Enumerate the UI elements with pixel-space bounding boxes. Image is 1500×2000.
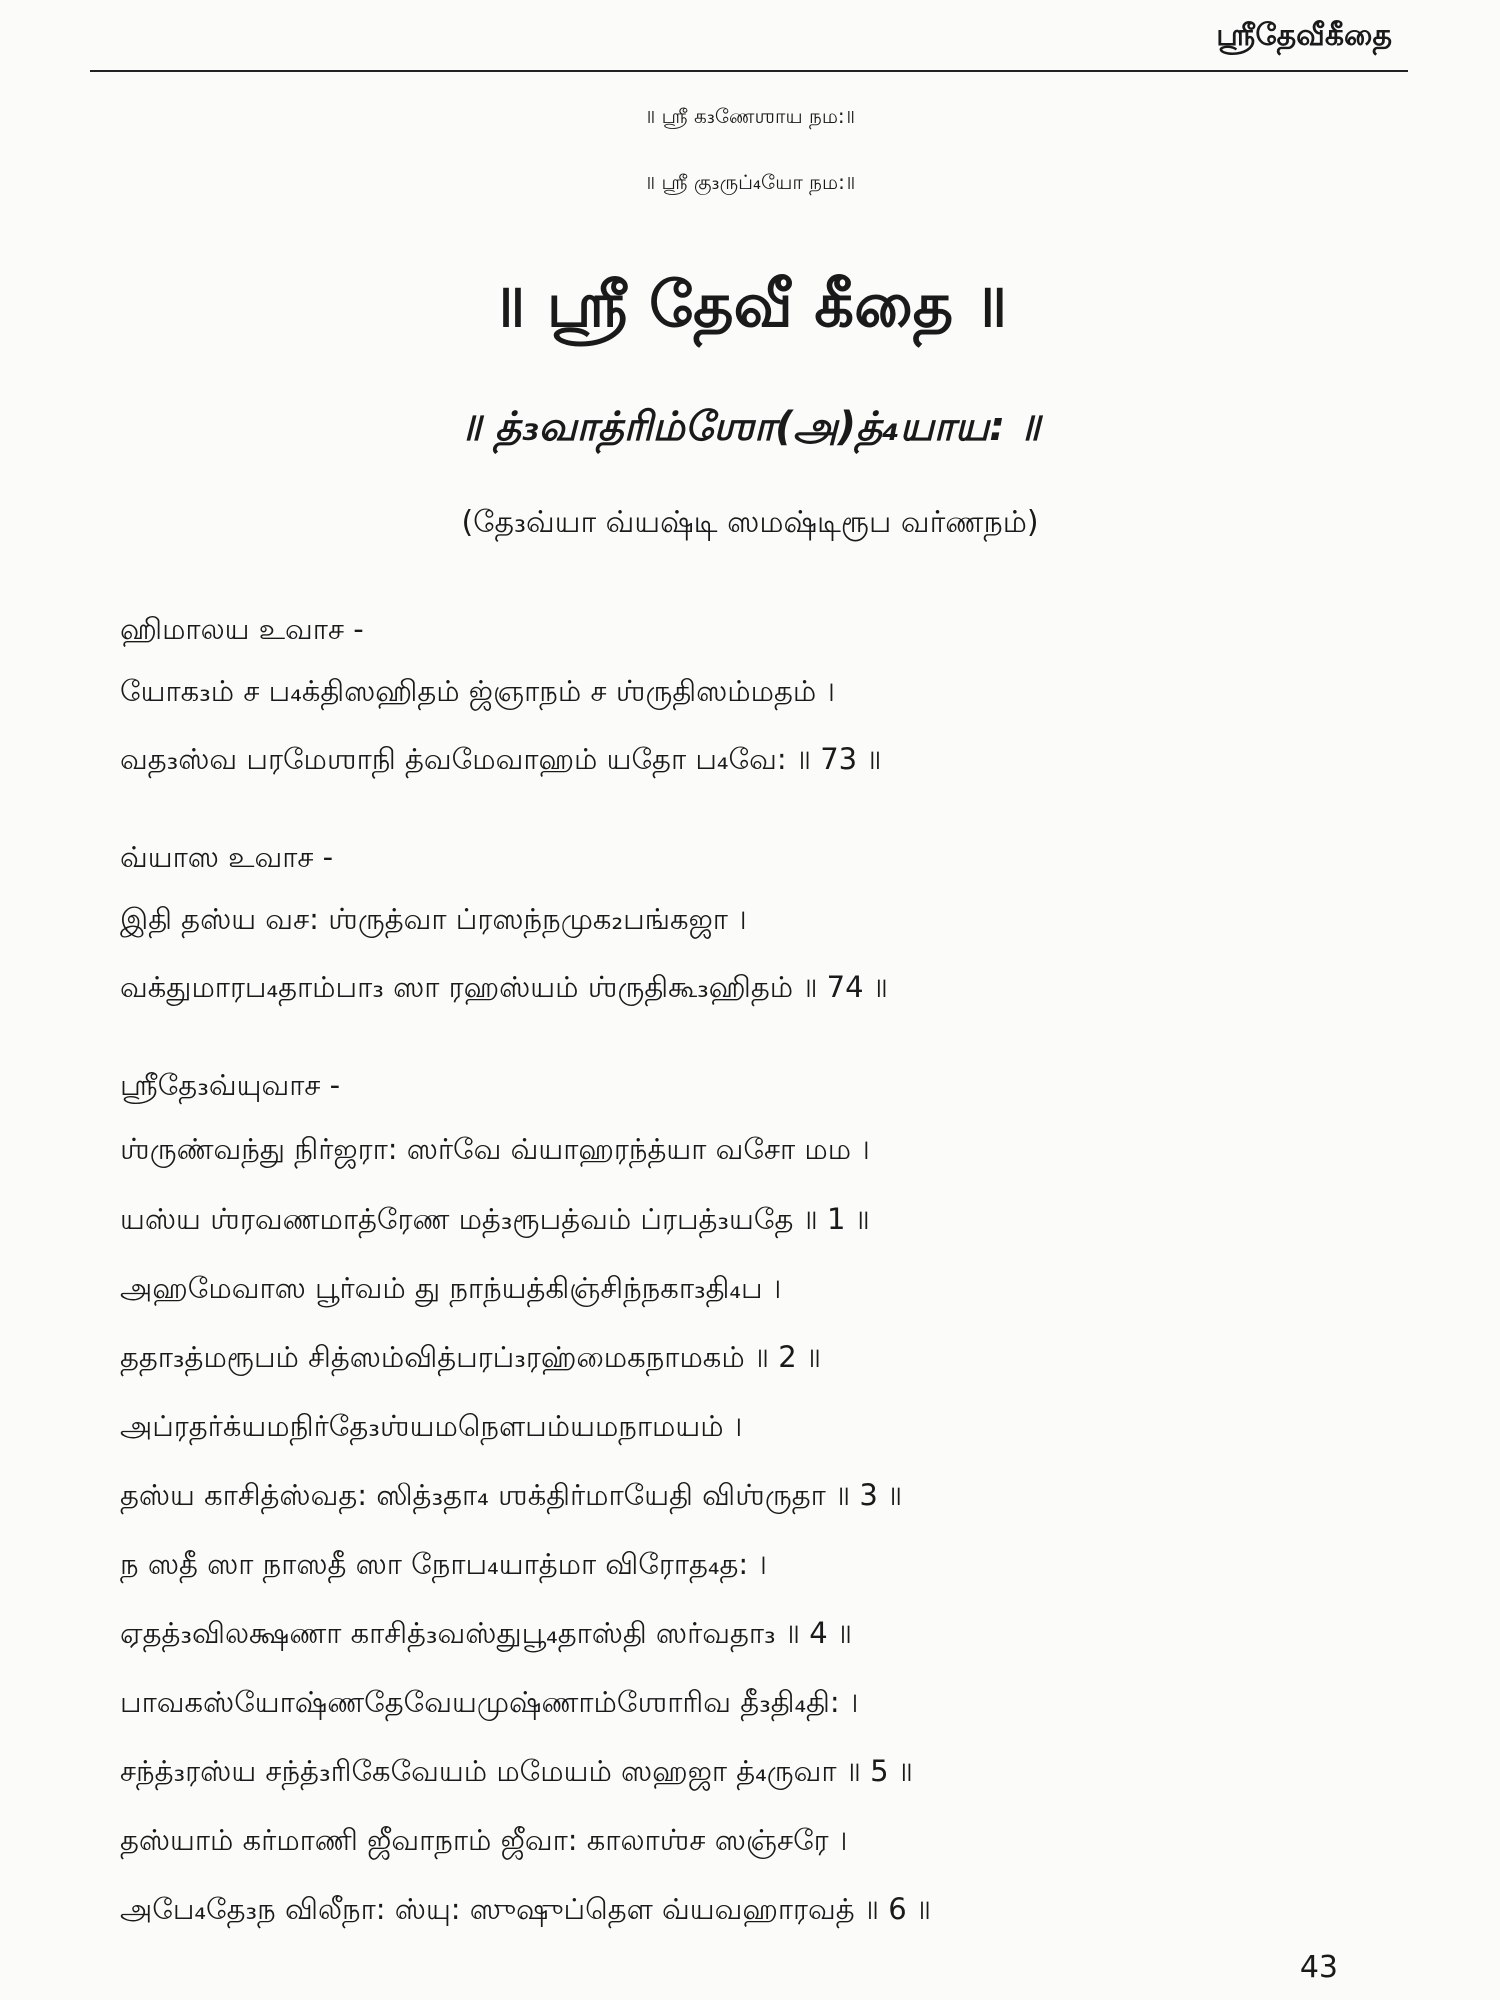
verse-line: சந்த்₃ரஸ்ய சந்த்₃ரிகேவேயம் மமேயம் ஸஹஜா த்₄ருவா ॥ 5 ॥ [120, 1754, 913, 1788]
speaker-label: வ்யாஸ உவாச - [120, 840, 334, 874]
verse-line: தஸ்ய காசித்ஸ்வத꞉ ஸித்₃தா₄ ஶக்திர்மாயேதி விஶ்ருதா ॥ 3 ॥ [120, 1478, 903, 1512]
verse-line: இதி தஸ்ய வச꞉ ஶ்ருத்வா ப்ரஸந்நமுக₂பங்கஜா । [120, 902, 747, 936]
header-rule [90, 70, 1408, 72]
verse-line: ததா₃த்மரூபம் சித்ஸம்வித்பரப்₃ரஹ்மைகநாமகம் ॥ 2 ॥ [120, 1340, 822, 1374]
chapter-heading: ॥ த்₃வாத்ரிம்ஶோ(அ)த்₄யாய꞉ ॥ [460, 404, 1040, 450]
chapter-subtitle: (தே₃வ்யா வ்யஷ்டி ஸமஷ்டிரூப வர்ணநம்) [461, 505, 1039, 540]
verse-line: யோக₃ம் ச ப₄க்திஸஹிதம் ஜ்ஞாநம் ச ஶ்ருதிஸம்மதம் । [120, 674, 835, 708]
speaker-label: ஸ்ரீதே₃வ்யுவாச - [120, 1068, 341, 1102]
invocation-ganesha: ॥ ஸ்ரீ க₃ணேஶாய நம꞉॥ [644, 104, 856, 128]
verse-line: தஸ்யாம் கர்மாணி ஜீவாநாம் ஜீவா꞉ காலாஶ்ச ஸஞ்சரே । [120, 1823, 848, 1857]
verse-line: ந ஸதீ ஸா நாஸதீ ஸா நோப₄யாத்மா விரோத₄த꞉ । [120, 1547, 767, 1581]
speaker-label: ஹிமாலய உவாச - [120, 612, 364, 646]
invocation-guru: ॥ ஸ்ரீ கு₃ருப்₄யோ நம꞉॥ [644, 170, 856, 194]
verse-line: வக்துமாரப₄தாம்பா₃ ஸா ரஹஸ்யம் ஶ்ருதிகூ₃ஹிதம் ॥ 74 ॥ [120, 970, 888, 1004]
verse-line: அப்ரதர்க்யமநிர்தே₃ஶ்யமநௌபம்யமநாமயம் । [120, 1409, 743, 1443]
page-number: 43 [1299, 1950, 1338, 1985]
page-title: ॥ ஸ்ரீ தேவீ கீதை ॥ [492, 268, 1008, 341]
verse-line: வத₃ஸ்வ பரமேஶாநி த்வமேவாஹம் யதோ ப₄வே꞉ ॥ 73 ॥ [120, 742, 882, 776]
verse-line: அஹமேவாஸ பூர்வம் து நாந்யத்கிஞ்சிந்நகா₃தி₄ப । [120, 1271, 782, 1305]
verse-line: ஶ்ருண்வந்து நிர்ஜரா꞉ ஸர்வே வ்யாஹரந்த்யா வசோ மம । [120, 1132, 870, 1166]
running-title: ஸ்ரீதேவீகீதை [1216, 18, 1392, 53]
verse-line: யஸ்ய ஶ்ரவணமாத்ரேண மத்₃ரூபத்வம் ப்ரபத்₃யதே ॥ 1 ॥ [120, 1202, 870, 1236]
verse-line: அபே₄தே₃ந விலீநா꞉ ஸ்யு꞉ ஸுஷுப்தௌ வ்யவஹாரவத் ॥ 6 ॥ [120, 1892, 932, 1926]
verse-line: ஏதத்₃விலக்ஷணா காசித்₃வஸ்துபூ₄தாஸ்தி ஸர்வதா₃ ॥ 4 ॥ [120, 1616, 852, 1650]
verse-line: பாவகஸ்யோஷ்ணதேவேயமுஷ்ணாம்ஶோரிவ தீ₃தி₄தி꞉ । [120, 1685, 859, 1719]
